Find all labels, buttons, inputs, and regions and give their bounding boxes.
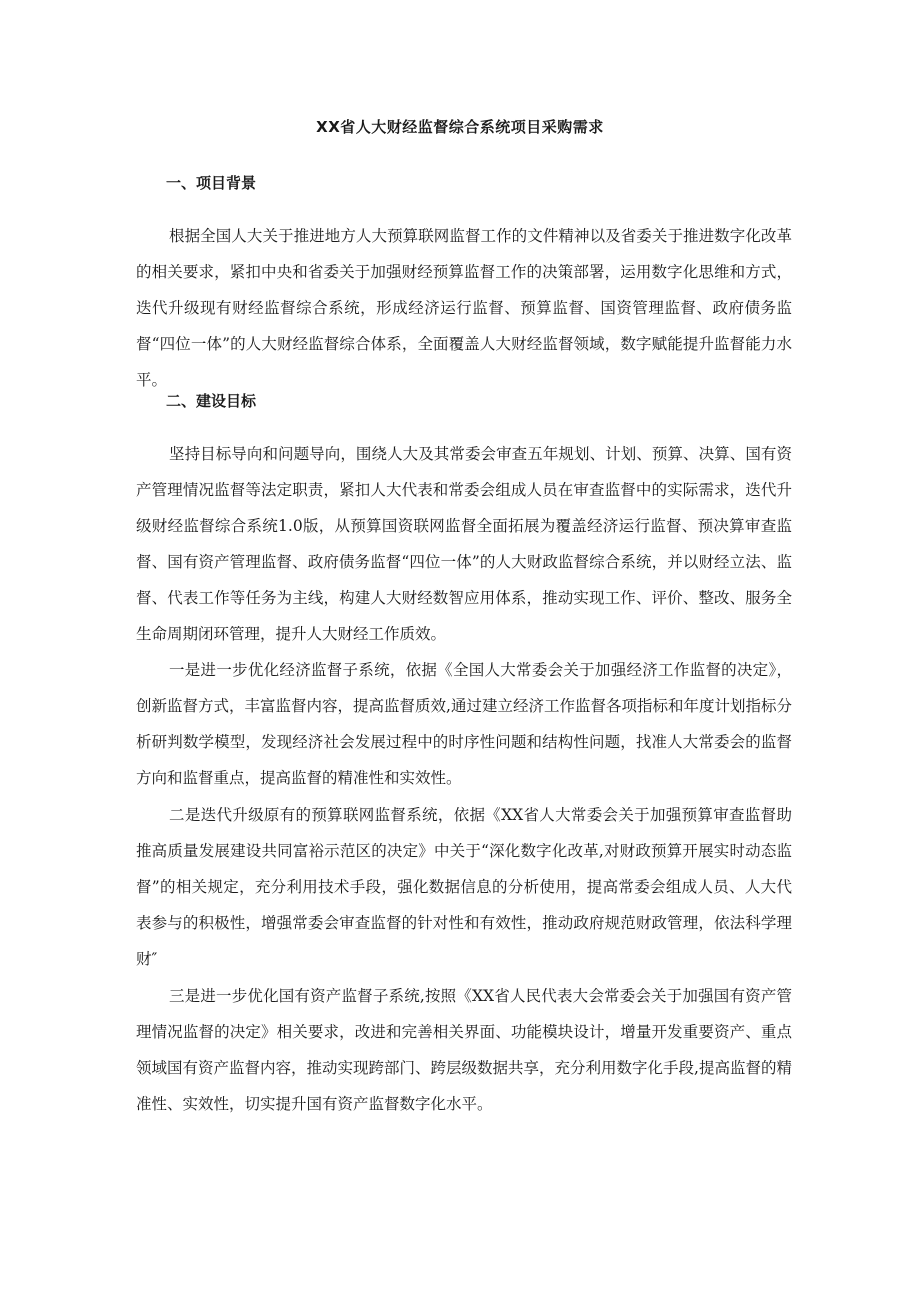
paragraph-goal-economic: 一是进一步优化经济监督子系统，依据《全国人大常委会关于加强经济工作监督的决定》，创新监督方式，丰富监督内容，提高监督质效,通过建立经济工作监督各项指标和年度计划指标分析研判数学模型，发现经济社会发展过程中的时序性问题和结构性问题，找准人大常委会的监督方向和监督重点，提高监督的精准性和实效性。 <box>136 661 792 787</box>
paragraph-goal-budget: 二是迭代升级原有的预算联网监督系统，依据《XX省人大常委会关于加强预算审查监督助推高质量发展建设共同富裕示范区的决定》中关于“深化数字化改革,对财政预算开展实时动态监督”的相关规定，充分利用技术手段，强化数据信息的分析使用，提高常委会组成人员、人大代表参与的积极性，增强常委会审查监督的针对性和有效性，推动政府规范财政管理，依法科学理财″ <box>136 806 792 968</box>
paragraph-goal-assets: 三是进一步优化国有资产监督子系统,按照《XX省人民代表大会常委会关于加强国有资产管理情况监督的决定》相关要求，改进和完善相关界面、功能模块设计，增量开发重要资产、重点领域国有资产监督内容，推动实现跨部门、跨层级数据共享，充分利用数字化手段,提高监督的精准性、实效性，切实提升国有资产监督数字化水平。 <box>136 987 792 1113</box>
paragraph-goals-intro: 坚持目标导向和问题导向，围绕人大及其常委会审查五年规划、计划、预算、决算、国有资产管理情况监督等法定职责，紧扣人大代表和常委会组成人员在审查监督中的实际需求，迭代升级财经监督综合系统1.0版，从预算国资联网监督全面拓展为覆盖经济运行监督、预决算审查监督、国有资产管理监督、政府债务监督“四位一体”的人大财政监督综合系统，并以财经立法、监督、代表工作等任务为主线，构建人大财经数智应用体系，推动实现工作、评价、整改、服务全生命周期闭环管理，提升人大财经工作质效。 <box>136 445 792 643</box>
paragraph-background: 根据全国人大关于推进地方人大预算联网监督工作的文件精神以及省委关于推进数字化改革的相关要求，紧扣中央和省委关于加强财经预算监督工作的决策部署，运用数字化思维和方式，迭代升级现有财经监督综合系统，形成经济运行监督、预算监督、国资管理监督、政府债务监督“四位一体”的人大财经监督综合体系，全面覆盖人大财经监督领域，数字赋能提升监督能力水平。 <box>136 227 792 389</box>
document-title: XX省人大财经监督综合系统项目采购需求 <box>316 118 604 136</box>
section-heading-background: 一、项目背景 <box>166 174 257 192</box>
section-heading-goals: 二、建设目标 <box>166 392 257 410</box>
